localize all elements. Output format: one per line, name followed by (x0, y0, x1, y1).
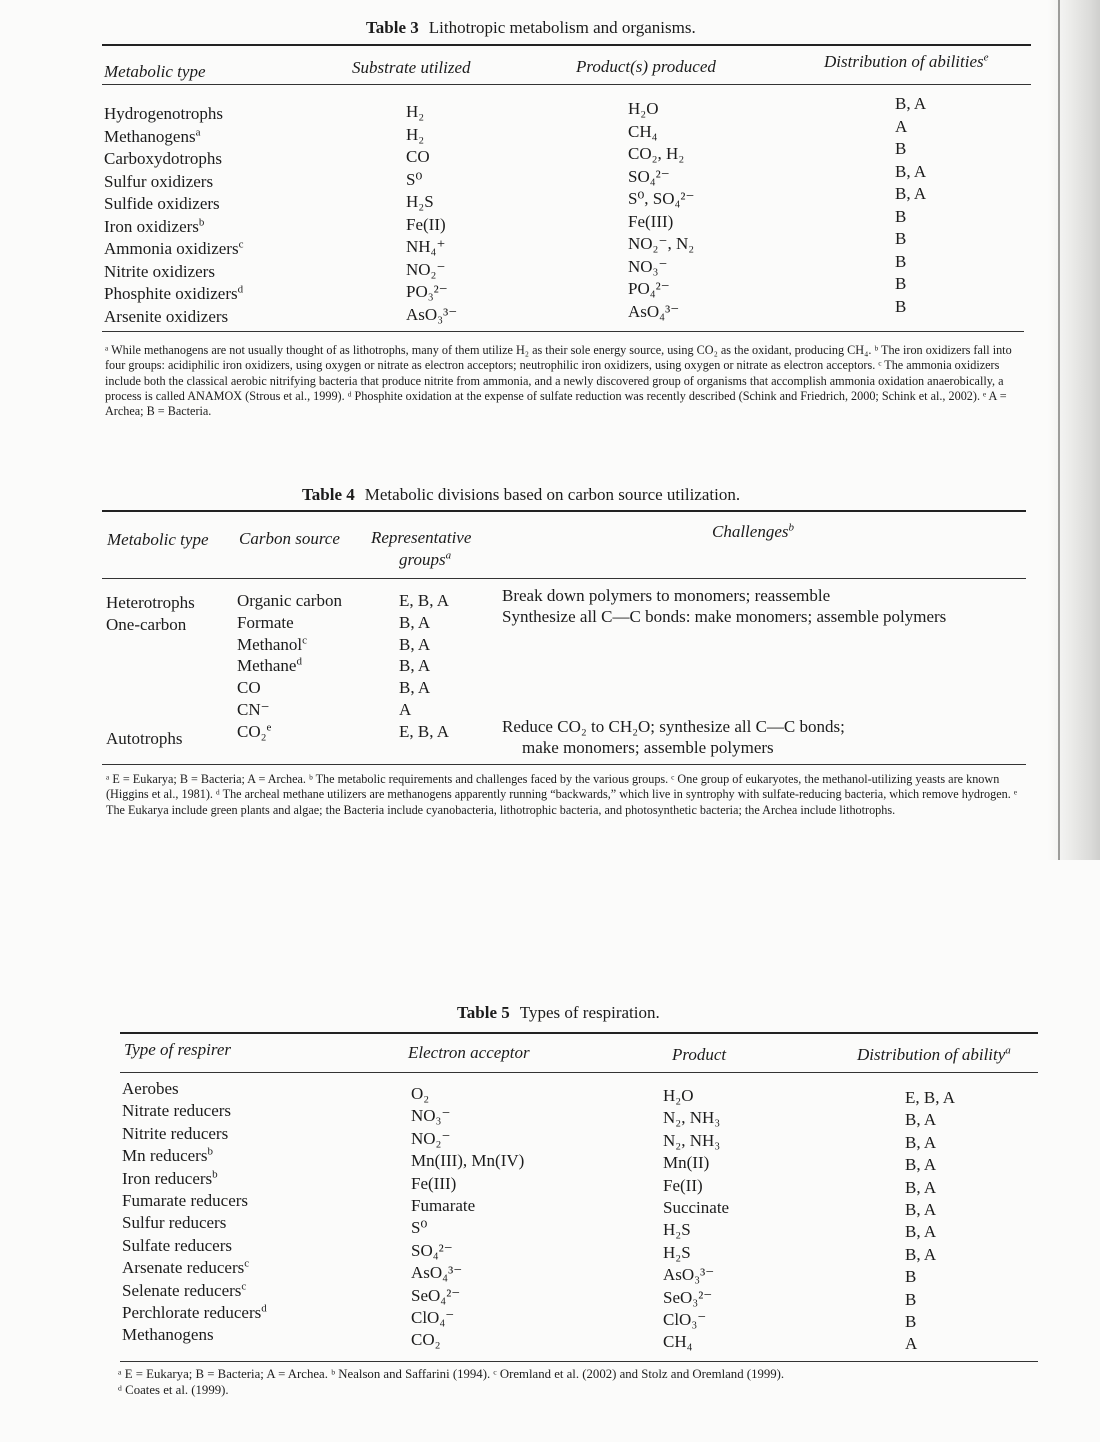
table-row: Nitrite oxidizers (104, 261, 215, 281)
table-5-col-product: H₂O N₂, NH₃ N₂, NH₃ Mn(II) Fe(II) Succinate H₂S H₂S AsO₃³⁻ SeO₃²⁻ ClO₃⁻ CH₄ (663, 1086, 730, 1352)
table-4-col-carbon-source: Organic carbon Formate Methanol$^c$ Methane$^d$ CO CN⁻ CO₂$^e$ (237, 591, 342, 741)
table-row: Aerobes (122, 1079, 179, 1098)
table-5-header-acceptor: Electron acceptor (408, 1043, 530, 1062)
table-row: Hydrogenotrophs (104, 104, 223, 123)
table-row: Autotrophs (106, 729, 183, 748)
table-row: Selenate reducers$^c$ (122, 1280, 247, 1300)
table-row: Carboxydotrophs (104, 149, 223, 168)
table-3-footnotes: ᵃ While methanogens are not usually thought of as lithotrophs, many of them utilize H₂ as their sole energy source, using CO₂ as the oxidant, producing CH₄. ᵇ The iron oxidizers fall into four groups: acidiphilic iron oxidizers, using oxygen or nitrate as electron acceptors; neutrophilic iron oxidizers, using oxygen or nitrate as electron acceptors. ᶜ The ammonia oxidizers include both the classical aerobic nitrifying bacteria that produce nitrite from ammonia, and a newly discovered group of organisms that accomplish ammonia oxidation anaerobically, a process is called ANAMOX (Strous et al., 1999). ᵈ Phosphite oxidation at the expense of sulfate reduction was recently described (Schink and Friedrich, 2000; Schink et al., 2002). ᵉ A = Archea; B = Bacteria. (105, 343, 1012, 419)
table-5-col-distribution: E, B, A B, A B, A B, A B, A B, A B, A B, A B B B A (905, 1088, 956, 1354)
table-5-title: Types of respiration. (519, 1003, 660, 1022)
table-4-col-type (106, 592, 195, 750)
table-5-label: Table 5 (457, 1003, 510, 1022)
table-row: Mn reducers$^b$ (122, 1145, 213, 1166)
table-4-bottom-rule (102, 764, 1026, 765)
table-4-header-rule (102, 578, 1026, 579)
table-5-col-acceptor: O₂ NO₃⁻ NO₂⁻ Mn(III), Mn(IV) Fe(III) Fumarate S⁰ SO₄²⁻ AsO₄³⁻ SeO₄²⁻ ClO₄⁻ CO₂ (411, 1084, 525, 1350)
table-3-header-type: Metabolic type (104, 62, 206, 81)
table-row: Heterotrophs (106, 593, 195, 612)
table-row: Sulfide oxidizers (104, 194, 220, 213)
table-3-header-product: Product(s) produced (576, 57, 716, 76)
table-row: Iron reducers$^b$ (122, 1167, 218, 1188)
table-3-caption (366, 18, 696, 38)
table-row: Methanogens (122, 1325, 214, 1345)
scan-edge-line (1058, 0, 1060, 860)
table-row: Sulfate reducers (122, 1235, 232, 1255)
table-4-header-carbon: Carbon source (239, 529, 340, 548)
table-3-col-substrate: H₂ H₂ CO S⁰ H₂S Fe(II) NH₄⁺ NO₂⁻ PO₃²⁻ AsO₃³⁻ (406, 102, 458, 324)
table-3-label: Table 3 (366, 18, 419, 37)
table-5-col-type (122, 1078, 267, 1347)
table-row: Nitrite reducers (122, 1123, 229, 1143)
table-row: Sulfur reducers (122, 1213, 227, 1233)
table-3-bottom-rule (102, 331, 1024, 332)
table-5-header-rule (120, 1072, 1038, 1073)
table-5-header-product: Product (672, 1045, 727, 1064)
table-row: Nitrate reducers (122, 1101, 232, 1121)
table-3-col-distribution: B, A A B B, A B, A B B B B B (895, 94, 927, 316)
scan-edge-shadow (1048, 0, 1100, 860)
table-3-title: Lithotropic metabolism and organisms. (428, 18, 696, 37)
table-row: Arsenite oxidizers (104, 306, 229, 326)
table-4-title: Metabolic divisions based on carbon source utilization. (364, 485, 741, 504)
table-row: Perchlorate reducers$^d$ (122, 1302, 267, 1323)
table-4-header-groups: Representative groups$^a$ (371, 528, 472, 569)
table-row: Phosphite oxidizers$^d$ (104, 283, 244, 303)
table-5-header-type: Type of respirer (124, 1040, 232, 1059)
table-3-top-rule (102, 44, 1031, 46)
table-3-header-substrate: Substrate utilized (352, 58, 471, 77)
table-4-top-rule (102, 510, 1026, 512)
table-3-header-distribution: Distribution of abilities$^e$ (824, 51, 989, 71)
table-4-caption (302, 485, 740, 505)
table-5-header-distribution: Distribution of ability$^a$ (857, 1044, 1011, 1064)
table-4-header-type: Metabolic type (107, 530, 209, 549)
table-row: One-carbon (106, 615, 187, 634)
table-row: Methanogens$^a$ (104, 125, 201, 146)
table-3-col-product: H₂O CH₄ CO₂, H₂ SO₄²⁻ S⁰, SO₄²⁻ Fe(III) NO₂⁻, N₂ NO₃⁻ PO₄²⁻ AsO₄³⁻ (628, 99, 695, 321)
table-4-header-challenges: Challenges$^b$ (712, 521, 794, 541)
table-4-challenges-autotrophs: Reduce CO₂ to CH₂O; synthesize all C—C bonds; make monomers; assemble polymers (502, 717, 845, 757)
table-3-col-type (104, 103, 243, 328)
table-4-footnotes: ᵃ E = Eukarya; B = Bacteria; A = Archea. ᵇ The metabolic requirements and challenges faced by the various groups. ᶜ One group of eukaryotes, the methanol-utilizing yeasts are known (Higgins et al., 1981). ᵈ The archeal methane utilizers are methanogens apparently running “backwards,” which live in syntrophy with sulfate-reducing bacteria, which remove hydrogen. ᵉ The Eukarya include green plants and algae; the Bacteria include cyanobacteria, lithotrophic bacteria, and photosynthetic bacteria; the Archea include lithotrophs. (106, 772, 1017, 817)
table-5-caption (457, 1003, 660, 1023)
table-4-label: Table 4 (302, 485, 355, 504)
table-row: Iron oxidizers$^b$ (104, 215, 205, 236)
table-4-col-challenges: Break down polymers to monomers; reassemble Synthesize all C—C bonds: make monomers; assemble polymers (502, 586, 947, 626)
table-row: Fumarate reducers (122, 1191, 249, 1211)
table-5-top-rule (120, 1032, 1038, 1034)
table-3-header-rule (102, 84, 1031, 85)
table-5-footnotes: ᵃ E = Eukarya; B = Bacteria; A = Archea. ᵇ Nealson and Saffarini (1994). ᶜ Oremland et al. (2002) and Stolz and Oremland (1999). ᵈ Coates et al. (1999). (118, 1367, 785, 1397)
table-row: Ammonia oxidizers$^c$ (104, 238, 244, 258)
table-4-col-groups: E, B, A B, A B, A B, A B, A A E, B, A (399, 591, 450, 741)
table-row: Arsenate reducers$^c$ (122, 1257, 250, 1278)
table-row: Sulfur oxidizers (104, 171, 214, 191)
table-5-bottom-rule (120, 1361, 1038, 1362)
